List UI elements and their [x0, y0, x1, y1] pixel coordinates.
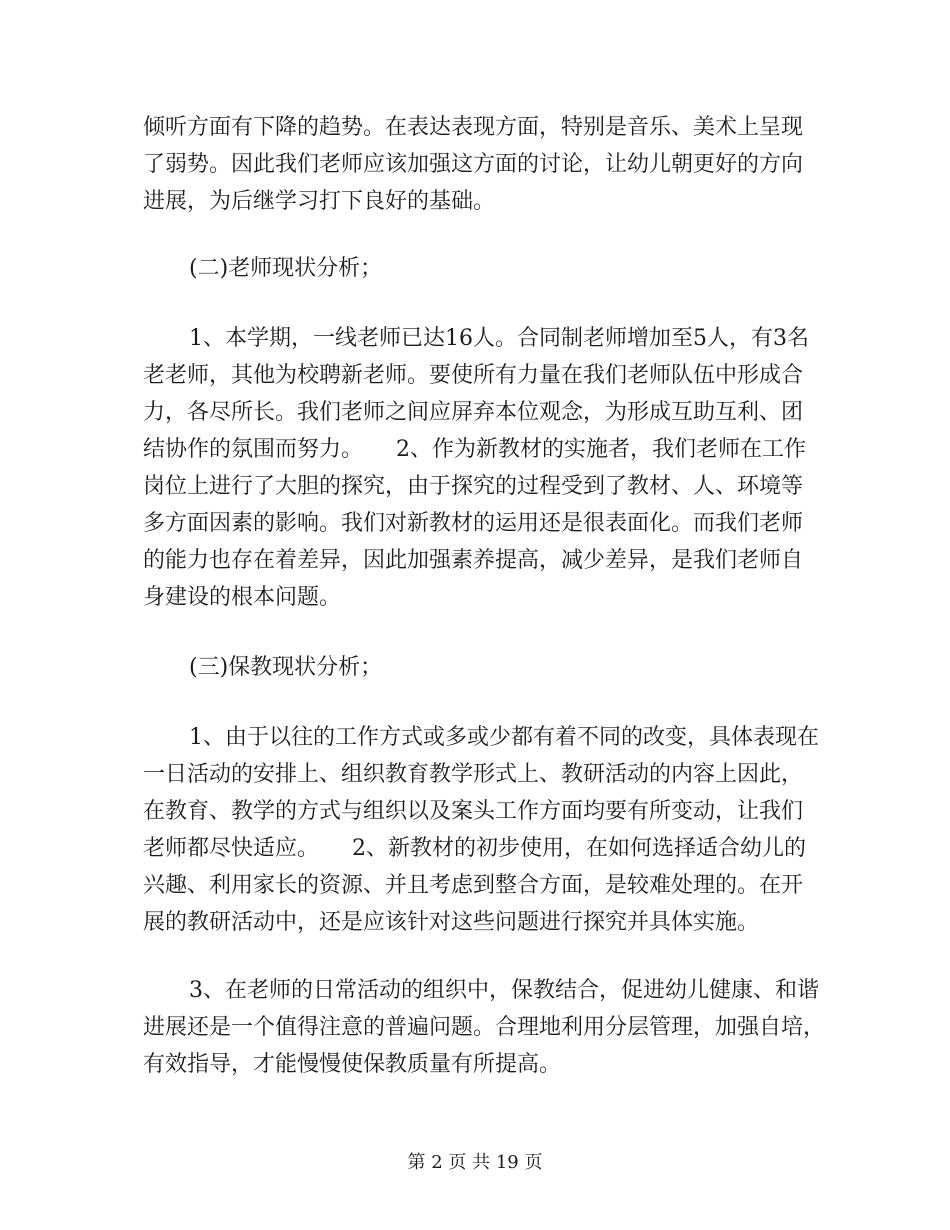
- page-number-footer: 第 2 页 共 19 页: [407, 1152, 543, 1173]
- text-line: 力，各尽所长。我们老师之间应屏弃本位观念，为形成互助互利、团: [143, 400, 804, 425]
- text-line: 3、在老师的日常活动的组织中，保教结合，促进幼儿健康、和谐: [189, 978, 819, 1003]
- text-line: 结协作的氛围而努力。 2、作为新教材的实施者，我们老师在工作: [143, 437, 806, 462]
- text-line: 一日活动的安排上、组织教育教学形式上、教研活动的内容上因此，: [143, 762, 804, 787]
- text-line: 了弱势。因此我们老师应该加强这方面的讨论，让幼儿朝更好的方向: [143, 152, 804, 177]
- paragraph-continued: [143, 109, 833, 220]
- text-line: 身建设的根本问题。: [143, 585, 342, 610]
- text-line: 的能力也存在着差异，因此加强素养提高，减少差异，是我们老师自: [143, 548, 804, 573]
- text-line: 老师都尽快适应。 2、新教材的初步使用，在如何选择适合幼儿的: [143, 836, 806, 861]
- section-heading-teacher-status: [143, 250, 833, 287]
- text-line: 1、由于以往的工作方式或多或少都有着不同的改变，具体表现在: [189, 725, 819, 750]
- section-heading: (二)老师现状分析；: [189, 256, 383, 281]
- text-line: 展的教研活动中，还是应该针对这些问题进行探究并具体实施。: [143, 910, 760, 935]
- text-line: 1、本学期，一线老师已达16人。合同制老师增加至5人，有3名: [189, 326, 809, 351]
- paragraph-daily-activities: [143, 972, 833, 1083]
- text-line: 兴趣、利用家长的资源、并且考虑到整合方面，是较难处理的。在开: [143, 873, 804, 898]
- text-line: 进展，为后继学习打下良好的基础。: [143, 189, 496, 214]
- text-line: 老老师，其他为校聘新老师。要使所有力量在我们老师队伍中形成合: [143, 363, 804, 388]
- text-line: 进展还是一个值得注意的普遍问题。合理地利用分层管理，加强自培，: [143, 1015, 826, 1040]
- text-line: 倾听方面有下降的趋势。在表达表现方面，特别是音乐、美术上呈现: [143, 115, 804, 140]
- text-line: 多方面因素的影响。我们对新教材的运用还是很表面化。而我们老师: [143, 511, 804, 536]
- text-line: 在教育、教学的方式与组织以及案头工作方面均要有所变动，让我们: [143, 799, 804, 824]
- section-heading: (三)保教现状分析；: [189, 655, 383, 680]
- paragraph-teacher-status: [143, 320, 833, 616]
- paragraph-care-education-status: [143, 719, 833, 941]
- text-line: 有效指导，才能慢慢使保教质量有所提高。: [143, 1052, 562, 1077]
- section-heading-care-education-status: [143, 649, 833, 686]
- text-line: 岗位上进行了大胆的探究，由于探究的过程受到了教材、人、环境等: [143, 474, 804, 499]
